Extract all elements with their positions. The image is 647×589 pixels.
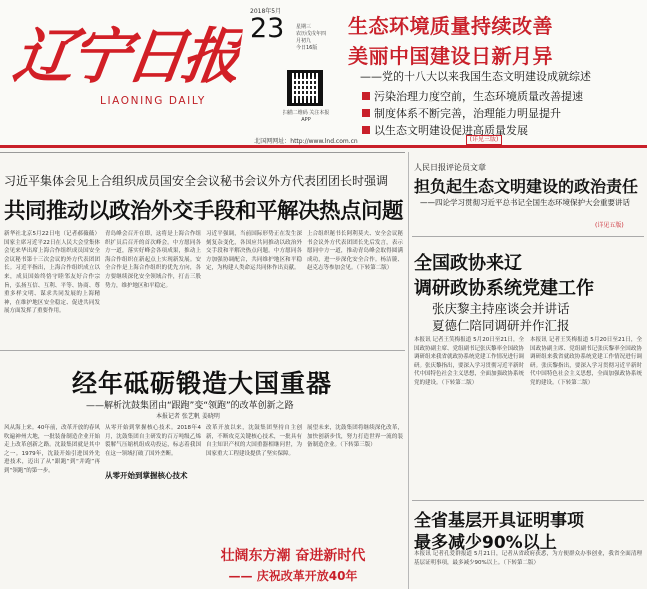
main-story-col-3: 习近平强调，当前国际形势正在发生深刻复杂变化，各国应共同推动以政治外交手段和平解决热点问题。中方愿同各方加强协调配合，共同维护地区和平稳定，为构建人类命运共同体作出贡献。 <box>206 231 302 272</box>
top-headline-line1[interactable]: 生态环境质量持续改善 <box>348 14 553 38</box>
bullet-square-icon <box>362 92 370 100</box>
see-page-badge[interactable]: (详见三版) <box>466 135 502 145</box>
cppcc-body: 本报讯 记者王笑梅报道 5月20日至21日，全国政协副主席、党组副书记张庆黎率全国政协调研组来我省就政协系统党建工作情况进行调研。张庆黎指出，要深入学习贯彻习近平新时代中国特色社会主义思想，全面加强政协系统党的建设。（下转第二版） <box>414 337 524 386</box>
main-story-title[interactable]: 共同推动以政治外交手段和平解决热点问题 <box>4 199 404 224</box>
cppcc-subtitle-line1: 张庆黎主持座谈会并讲话 <box>432 301 570 316</box>
divider <box>412 236 644 237</box>
top-bullet-3: 以生态文明建设促进高质量发展 <box>362 122 642 138</box>
cppcc-body-continued: 本报讯 记者王笑梅报道 5月20日至21日，全国政协副主席、党组副书记张庆黎率全国政协调研组来我省就政协系统党建工作情况进行调研。张庆黎指出，要深入学习贯彻习近平新时代中国特色社会主义思想，全面加强政协系统党的建设。（下转第二版） <box>530 337 642 386</box>
divider <box>412 500 644 501</box>
second-story-subtitle: ——解析沈鼓集团由“跟跑”变“领跑”的改革创新之路 <box>86 401 294 411</box>
newspaper-logo[interactable]: 辽宁日报 <box>9 22 243 92</box>
column-divider <box>408 152 409 589</box>
anniversary-banner[interactable] <box>198 545 388 585</box>
certificate-body: 本报讯 记者孔爱群报道 5月21日，记者从省政府获悉，为方便群众办事创业，我省全面清理基层证明事项，最多减少90%以上。（下转第二版） <box>414 551 642 566</box>
main-story-col-2: 青岛峰会召开在即，这将是上海合作组织扩员后召开的首次峰会。中方愿同各方一道，落实好峰会各项成果，推动上海合作组织在新起点上实现新发展。安全合作是上海合作组织的优先方向，各方要继续深化安全领域合作，打击三股势力，维护地区和平稳定。 <box>105 231 201 289</box>
bullet-square-icon <box>362 109 370 117</box>
second-story-col-2: 从零开始到掌握核心技术。2018年4月，沈鼓集团自主研发的百万吨级乙烯裂解气压缩机组成功投运，标志着我国在这一领域打破了国外垄断。 <box>105 425 201 457</box>
second-story-title[interactable]: 经年砥砺锻造大国重器 <box>72 369 333 398</box>
top-headline-subtitle: ——党的十八大以来我国生态文明建设成就综述 <box>360 70 591 83</box>
cppcc-title-line2[interactable]: 调研政协系统党建工作 <box>414 278 594 299</box>
top-bullet-1: 污染治理力度空前，生态环境质量改善提速 <box>362 88 642 104</box>
weekday: 星期三 <box>296 24 312 30</box>
divider <box>0 350 405 351</box>
anniversary-line2: —— 庆祝改革开放40年 <box>228 569 358 583</box>
commentary-title[interactable]: 担负起生态文明建设的政治责任 <box>414 177 639 196</box>
certificate-title-line2[interactable]: 最多减少90%以上 <box>414 533 557 553</box>
newspaper-logo-english: LIAONING DAILY <box>100 95 206 107</box>
commentary-subtitle: ——四论学习贯彻习近平总书记全国生态环境保护大会重要讲话 <box>420 198 630 207</box>
main-story-col-1: 新华社北京5月22日电（记者郝薇薇）国家主席习近平22日在人民大会堂集体会见来华出席上海合作组织成员国安全会议秘书第十三次会议的外方代表团团长。习近平指出，上海合作组织成立以来，成员国始终恪守睦邻友好合作宗旨，弘扬互信、互利、平等、协商、尊重多样文明、谋求共同发展的上海精神，在维护地区安全稳定、促进共同发展方面发挥了重要作用。 <box>4 231 100 315</box>
cppcc-subtitle-line2: 夏德仁陪同调研并作汇报 <box>432 318 570 333</box>
second-story-col-1: 风从海上来。40年前，改革开放的春风吹遍神州大地，一批装备制造企业开始走上改革创新之路。沈鼓集团就是其中之一。1979年，沈鼓开始引进国外先进技术，迈出了从“跟跑”到“并跑”再到“领跑”的第一步。 <box>4 425 100 474</box>
anniversary-line1: 壮阔东方潮 奋进新时代 <box>220 548 366 564</box>
bullet-square-icon <box>362 126 370 134</box>
second-story-subhead: 从零开始到掌握核心技术 <box>105 471 188 480</box>
issue-info <box>296 24 326 52</box>
certificate-title-line1[interactable]: 全省基层开具证明事项 <box>414 511 584 531</box>
second-story-col-4: 展望未来，沈鼓集团将继续深化改革，加快创新步伐，努力打造世界一流的装备制造企业。（下转第三版） <box>307 425 403 449</box>
main-story-col-4: 上合组织秘书长阿利莫夫、安全会议秘书会议外方代表团团长先后发言，表示愿同中方一道，推动青岛峰会取得圆满成功，进一步深化安全合作。杨洁篪、赵克志等参加会见。（下转第二版） <box>307 231 403 272</box>
page-count: 今日16版 <box>296 45 318 51</box>
top-bullet-2: 制度体系不断完善，治理能力明显提升 <box>362 105 642 121</box>
main-story-kicker: 习近平集体会见上合组织成员国安全会议秘书会议外方代表团团长时强调 <box>4 174 389 188</box>
see-page-link[interactable]: (详见五版) <box>595 222 624 229</box>
qr-caption: 扫描二维码 关注本报APP <box>282 110 330 123</box>
second-story-byline: 本报记者 张艺帆 姜晓明 <box>156 413 220 420</box>
cppcc-title-line1[interactable]: 全国政协来辽 <box>414 253 522 274</box>
second-story-col-3: 改革开放以来，沈鼓集团坚持自主创新，不断攻克关键核心技术，一批具有自主知识产权的大国重器相继问世，为国家重大工程建设提供了坚实保障。 <box>206 425 302 457</box>
top-headline-line2[interactable]: 美丽中国建设日新月异 <box>348 44 553 68</box>
divider <box>0 152 405 153</box>
lunar-date: 农历戊戌年四月初九 <box>296 31 327 44</box>
qr-code-icon[interactable] <box>287 70 323 106</box>
website-link[interactable]: 北国网网址：http://www.lnd.com.cn <box>254 138 358 145</box>
masthead-rule <box>0 145 647 148</box>
date-day: 23 <box>250 13 285 44</box>
date-line: 2018年5月 <box>250 8 282 15</box>
commentary-kicker: 人民日报评论员文章 <box>414 163 486 172</box>
